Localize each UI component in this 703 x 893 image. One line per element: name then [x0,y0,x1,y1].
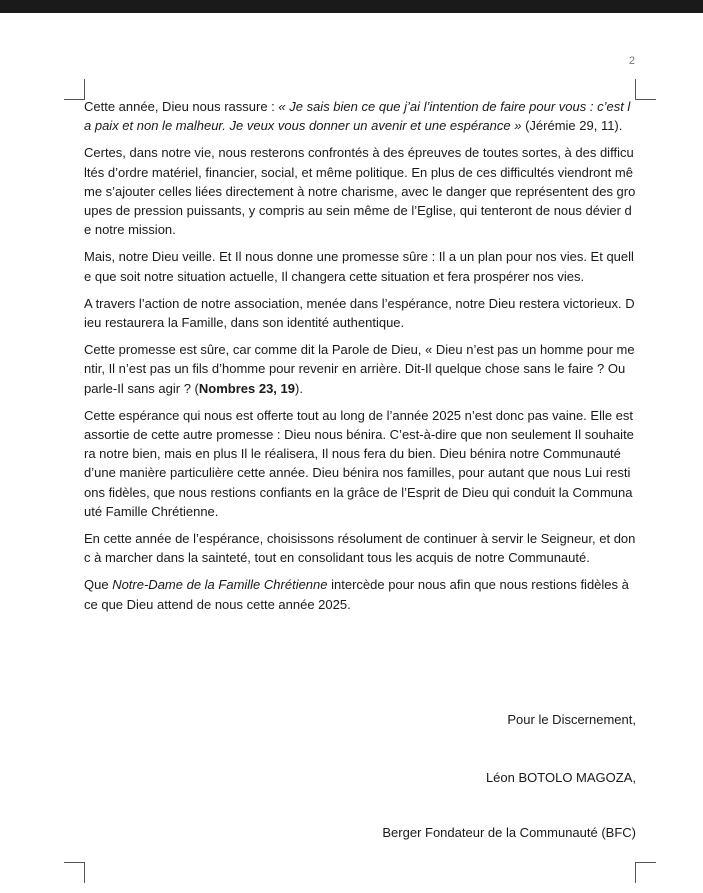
paragraph: Cette espérance qui nous est offerte tout au long de l’année 2025 n’est donc pas vaine. Elle est assortie de cette autre promesse : Dieu nous bénira. C’est-à-dire que non seulement Il souhaitera notre bien, mais en plus Il le réalisera, Il nous fera du bien. Dieu bénira notre Communauté d’une manière particulière cette année. Dieu bénira nos familles, pour autant que nous Lui restions fidèles, que nous restions confiants en la grâce de l’Esprit de Dieu qui conduit la Communauté Famille Chrétienne. [84,407,634,519]
text-run: Cette année, Dieu nous rassure : [84,99,279,114]
paragraph: Mais, notre Dieu veille. Et Il nous donne une promesse sûre : Il a un plan pour nos vies. Et quelle que soit notre situation actuelle, Il changera cette situation et fera prospérer nos vies. [84,249,634,284]
crop-mark-bottom-right [635,862,656,883]
paragraph: En cette année de l’espérance, choisissons résolument de continuer à servir le Seigneur, et donc à marcher dans la sainteté, tout en consolidant tous les acquis de notre Communauté. [84,531,636,566]
italic-name: Notre-Dame de la Famille Chrétienne [112,577,328,593]
text-run: ). [295,380,303,396]
paragraph [84,340,636,398]
page-number: 2 [628,55,635,67]
signatory-name: Léon BOTOLO MAGOZA, [485,770,636,785]
bible-quote: « Je sais bien ce que j’ai l’intention de faire pour vous : c’est la paix et non le malheur. Je veux vous donner un avenir et une espérance » [84,99,631,134]
text-run: Cette promesse est sûre, car comme dit la Parole de Dieu, « Dieu n’est pas un homme pour mentir, Il n’est pas un fils d’homme pour revenir en arrière. Dit-Il quelque chose sans le faire ? Ou parle-Il sans agir ? ( [84,342,635,396]
crop-mark-top-left [64,79,85,100]
paragraph: Certes, dans notre vie, nous resterons confrontés à des épreuves de toutes sortes, à des difficultés d’ordre matériel, financier, social, et même politique. En plus de ces difficultés viendront même s’ajouter celles liées directement à notre charisme, avec le danger que représentent des groupes de pression puissants, y compris au sein même de l’Eglise, qui tenteront de nous dévier de notre mission. [84,145,636,238]
paragraph [84,97,636,135]
paragraph: A travers l’action de notre association, menée dans l’espérance, notre Dieu restera victorieux. Dieu restaurera la Famille, dans son identité authentique. [84,295,635,331]
paragraph [84,575,636,613]
crop-mark-bottom-left [64,862,85,883]
document-body [84,97,636,622]
text-run: (Jérémie 29, 11). [521,118,623,134]
bible-reference: Nombres 23, 19 [198,380,295,396]
top-bar [0,0,703,13]
text-run: intercède pour nous afin que nous restions fidèles à ce que Dieu attend de nous cette année 2025. [84,577,629,612]
signatory-title: Berger Fondateur de la Communauté (BFC) [382,825,636,840]
text-run: Que [84,577,113,593]
closing-line: Pour le Discernement, [507,712,636,727]
crop-mark-top-right [635,79,656,100]
